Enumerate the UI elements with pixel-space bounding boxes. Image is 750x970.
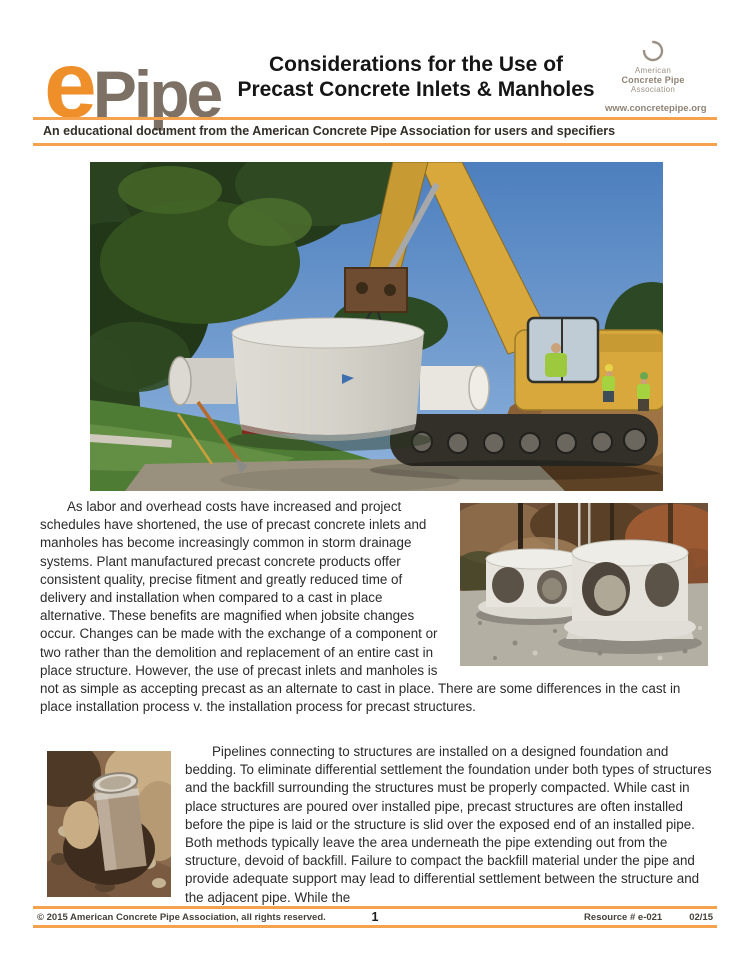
- tagline-text: An educational document from the American Concrete Pipe Association for users and specifiers: [43, 124, 616, 138]
- acpa-name-concrete-pipe: Concrete Pipe: [621, 75, 685, 85]
- photo-excavator-lifting-manhole: [90, 162, 663, 491]
- resource-number: Resource # e-021: [584, 911, 663, 923]
- page-number: 1: [371, 910, 379, 924]
- date-code: 02/15: [689, 911, 713, 923]
- page-footer: [33, 906, 717, 928]
- photo-pipe-in-excavation: [47, 751, 171, 897]
- intro-paragraph-text: As labor and overhead costs have increased and project schedules have shortened, the use of precast concrete inlets and manholes has become increasingly common in storm drainage systems. Plant manufactured precast concrete products offer consistent quality, precise fitment and greatly reduced time of delivery and installation when compared to a cast in place alternative. These benefits are magnified when jobsite changes occur. Changes can be made with the exchange of a component or two rather than the demolition and replacement of an entire cast in place structure. However, the use of precast inlets and manholes is not as simple as accepting precast as an alternate to cast in place. There are some differences in the cast in place installation process v. the installation process for precast structures.: [40, 499, 681, 715]
- intro-paragraph-block: [40, 498, 716, 716]
- acpa-name-american: American: [634, 66, 672, 75]
- photo-precast-inlet-bases: [460, 503, 708, 666]
- epipe-logo-pipe: Pipe: [92, 57, 221, 131]
- acpa-logo-block: [605, 38, 707, 114]
- tagline-bar: [33, 117, 717, 146]
- acpa-ring-icon: [640, 38, 666, 64]
- acpa-name-association: Association: [630, 85, 676, 94]
- pipelines-paragraph-block: [40, 743, 716, 907]
- acpa-website-link[interactable]: www.concretepipe.org: [605, 103, 707, 114]
- inlet-base-right: [558, 540, 702, 654]
- copyright-text: © 2015 American Concrete Pipe Association, all rights reserved.: [37, 911, 326, 923]
- document-title: [181, 52, 651, 102]
- title-line-1: Considerations for the Use of: [268, 53, 564, 76]
- pipelines-paragraph-text: Pipelines connecting to structures are installed on a designed foundation and bedding. To eliminate differential settlement the foundation under both types of structures and the backfill surrounding the structures must be properly compacted. While cast in place structures are poured over installed pipe, precast structures are often installed before the pipe is laid or the structure is slid over the exposed end of an installed pipe. Both methods typically leave the area underneath the pipe extending out from the structure, devoid of backfill. Failure to compact the backfill material under the pipe and provide adequate support may lead to differential settlement between the structure and the adjacent pipe. While the: [185, 744, 712, 905]
- epipe-logo-e: e: [44, 32, 93, 138]
- title-line-2: Precast Concrete Inlets & Manholes: [237, 78, 595, 101]
